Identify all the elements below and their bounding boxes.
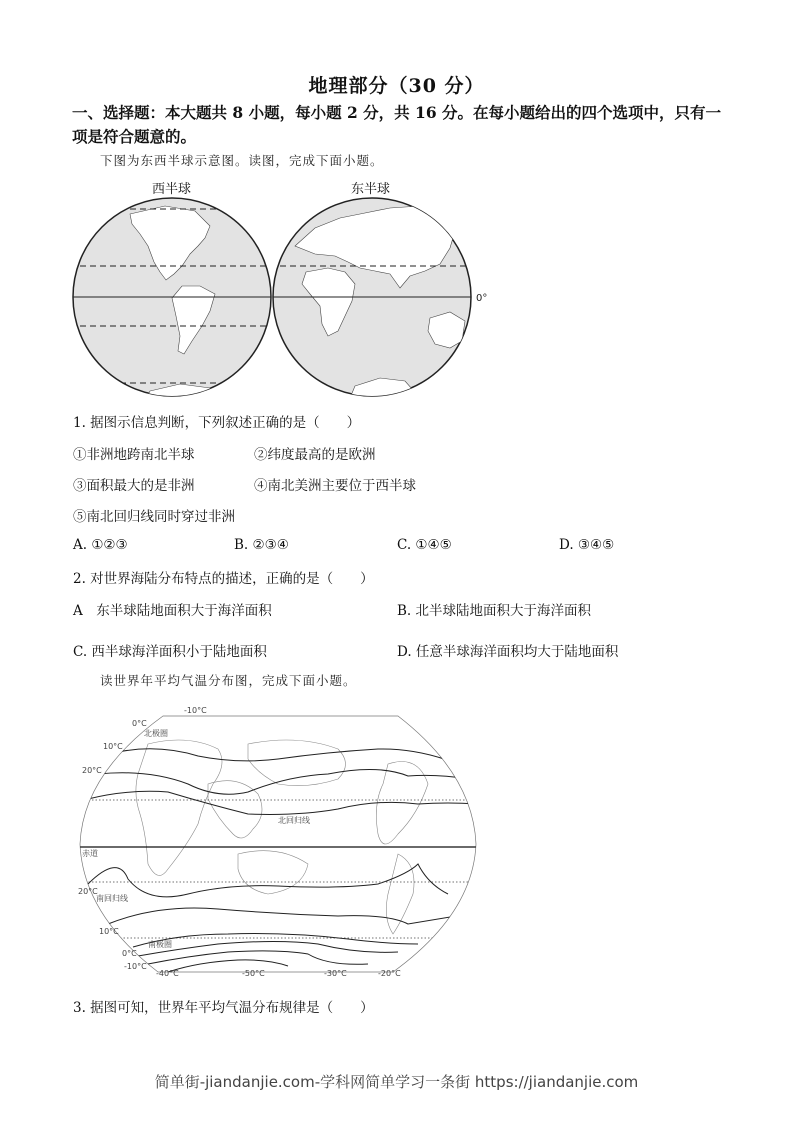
q1-statement-1: ①非洲地跨南北半球: [73, 447, 195, 463]
isotherm-label-left-4: 20°C: [78, 887, 98, 896]
q2-option-a[interactable]: A 东半球陆地面积大于海洋面积: [73, 603, 272, 619]
antarctic-circle-label: 南极圈: [148, 940, 172, 949]
south-tropic-label: 南回归线: [96, 894, 128, 903]
isotherm-label-left-5: 10°C: [99, 927, 119, 936]
isotherm-label-left-3: 20°C: [82, 766, 102, 775]
hemispheres-map: [70, 176, 490, 398]
q1-statement-5: ⑤南北回归线同时穿过非洲: [73, 509, 235, 525]
equator-label: 赤道: [82, 849, 98, 858]
hemispheres-figure: [70, 176, 490, 398]
arctic-circle-label: 北极圈: [144, 729, 168, 738]
isotherm-label-bottom-1: -40°C: [156, 969, 179, 976]
q1-option-d[interactable]: D. ③④⑤: [559, 537, 615, 553]
question-3-stem: 3. 据图可知，世界年平均气温分布规律是（ ）: [73, 1000, 374, 1016]
figure1-intro: 下图为东西半球示意图。读图，完成下面小题。: [100, 153, 384, 168]
west-hemisphere-label: 西半球: [152, 182, 192, 197]
q1-statement-2: ②纬度最高的是欧洲: [254, 447, 376, 463]
q2-option-c[interactable]: C. 西半球海洋面积小于陆地面积: [73, 644, 267, 660]
isotherm-label-top: -10°C: [184, 706, 207, 715]
temperature-map-figure: [78, 704, 478, 976]
q2-option-d[interactable]: D. 任意半球海洋面积均大于陆地面积: [397, 644, 619, 660]
east-hemisphere-label: 东半球: [351, 182, 391, 197]
q1-option-c[interactable]: C. ①④⑤: [397, 537, 452, 553]
footer-watermark: 简单街-jiandanjie.com-学科网简单学习一条街 https://jiandanjie.com: [154, 1073, 639, 1091]
temperature-map: [78, 704, 478, 976]
question-1-stem: 1. 据图示信息判断，下列叙述正确的是（ ）: [73, 415, 361, 431]
question-2-stem: 2. 对世界海陆分布特点的描述，正确的是（ ）: [73, 571, 374, 587]
isotherm-label-left-6: 0°C: [122, 949, 137, 958]
section-heading: 一、选择题：本大题共 8 小题，每小题 2 分，共 16 分。在每小题给出的四个选项中，只有一项是符合题意的。: [72, 103, 722, 146]
page-title: 地理部分（30 分）: [308, 75, 485, 97]
north-tropic-label: 北回归线: [278, 816, 310, 825]
isotherm-label-bottom-3: -30°C: [324, 969, 347, 976]
figure2-intro: 读世界年平均气温分布图，完成下面小题。: [100, 673, 357, 688]
q1-option-a[interactable]: A. ①②③: [73, 537, 128, 553]
q1-option-b[interactable]: B. ②③④: [234, 537, 289, 553]
isotherm-label-left-2: 10°C: [103, 742, 123, 751]
q1-statement-3: ③面积最大的是非洲: [73, 478, 195, 494]
equator-degree-label: 0°: [476, 293, 488, 304]
isotherm-label-bottom-2: -50°C: [242, 969, 265, 976]
isotherm-label-left-1: 0°C: [132, 719, 147, 728]
isotherm-label-left-7: -10°C: [124, 962, 147, 971]
q1-statement-4: ④南北美洲主要位于西半球: [254, 478, 416, 494]
q2-option-b[interactable]: B. 北半球陆地面积大于海洋面积: [397, 603, 592, 619]
isotherm-label-bottom-4: -20°C: [378, 969, 401, 976]
